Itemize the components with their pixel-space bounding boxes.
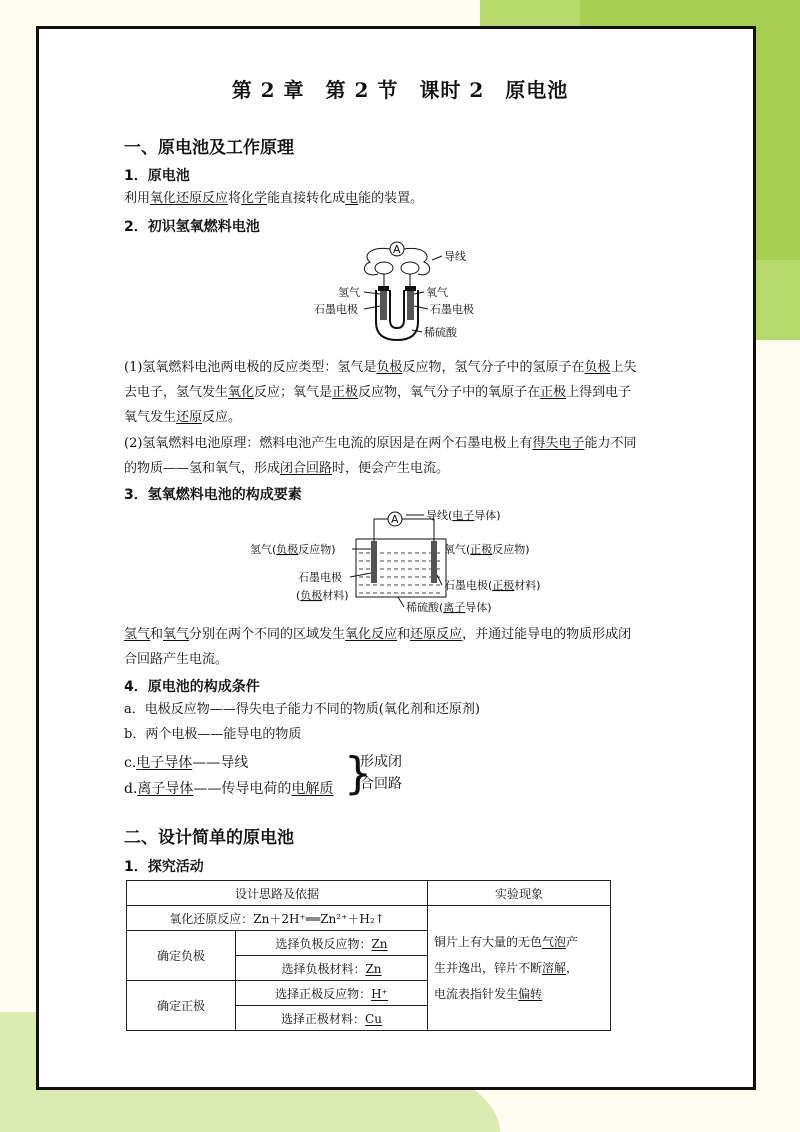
figure-label: 石墨电极(正极材料) (444, 579, 541, 592)
table-header: 设计思路及依据 (127, 881, 428, 906)
paragraph: (1)氢氧燃料电池两电极的反应类型：氢气是负极反应物，氢气分子中的氢原子在负极上失 (124, 360, 637, 375)
table-cell: 选择正极材料：Cu (236, 1006, 428, 1031)
subsection-heading: 1．探究活动 (124, 859, 204, 875)
table-cell: 选择负极反应物：Zn (236, 931, 428, 956)
svg-text:氢气: 氢气 (338, 286, 360, 299)
experiment-table (126, 880, 611, 1031)
figure-label: (负极材料) (296, 589, 349, 602)
paragraph: 的物质——氢和氧气，形成闭合回路时，便会产生电流。 (124, 461, 450, 476)
list-item: d.离子导体——传导电荷的电解质 (124, 781, 334, 797)
subsection-heading: 2．初识氢氧燃料电池 (124, 219, 260, 235)
svg-text:石墨电极: 石墨电极 (314, 303, 358, 316)
figure-label: 氧气(正极反应物) (444, 543, 530, 556)
figure-label: 导线(电子导体) (426, 509, 501, 522)
fuel-cell-u-tube-figure (300, 238, 500, 344)
svg-text:氧气: 氧气 (426, 286, 448, 299)
svg-text:石墨电极: 石墨电极 (298, 571, 342, 584)
brace-note: 合回路 (360, 776, 402, 792)
paragraph: 氢气和氧气分别在两个不同的区域发生氧化反应和还原反应，并通过能导电的物质形成闭 (124, 627, 632, 642)
list-item: b．两个电极——能导电的物质 (124, 727, 302, 742)
table-cell: 确定负极 (127, 931, 236, 981)
paragraph: 利用氧化还原反应将化学能直接转化成电能的装置。 (124, 191, 424, 206)
table-header: 实验现象 (428, 881, 611, 906)
svg-text:石墨电极: 石墨电极 (430, 303, 474, 316)
table-cell: 铜片上有大量的无色气泡产 生并逸出，锌片不断溶解， 电流表指针发生偏转 (428, 906, 611, 1031)
table-cell: 确定正极 (127, 981, 236, 1031)
svg-text:稀硫酸: 稀硫酸 (424, 326, 457, 339)
figure-label: 氢气(负极反应物) (250, 543, 336, 556)
section-heading: 二、设计简单的原电池 (124, 828, 294, 848)
subsection-heading: 3．氢氧燃料电池的构成要素 (124, 487, 302, 503)
section-heading: 一、原电池及工作原理 (124, 138, 294, 158)
paragraph: 去电子，氢气发生氧化反应；氧气是正极反应物，氧气分子中的氧原子在正极上得到电子 (124, 385, 632, 400)
subsection-heading: 4．原电池的构成条件 (124, 679, 260, 695)
fuel-cell-beaker-figure (238, 505, 568, 617)
brace: } (344, 748, 372, 799)
svg-text:导线: 导线 (444, 250, 466, 263)
table-row (127, 881, 611, 906)
table-cell: 氧化还原反应：Zn＋2H⁺══Zn²⁺＋H₂↑ (127, 906, 428, 931)
brace-note: 形成闭 (360, 754, 402, 770)
svg-text:A: A (393, 243, 401, 256)
list-item: c.电子导体——导线 (124, 755, 249, 771)
figure-label: 稀硫酸(离子导体) (406, 601, 492, 614)
page-title: 第 2 章 第 2 节 课时 2 原电池 (231, 78, 569, 102)
paragraph: 氧气发生还原反应。 (124, 410, 242, 425)
subsection-heading: 1．原电池 (124, 168, 190, 184)
paragraph: (2)氢氧燃料电池原理：燃料电池产生电流的原因是在两个石墨电极上有得失电子能力不同 (124, 436, 637, 451)
paragraph: 合回路产生电流。 (124, 652, 229, 667)
svg-text:A: A (391, 513, 399, 526)
table-cell: 选择正极反应物：H⁺ (236, 981, 428, 1006)
table-row (127, 906, 611, 931)
table-cell: 选择负极材料：Zn (236, 956, 428, 981)
list-item: a．电极反应物——得失电子能力不同的物质(氧化剂和还原剂) (124, 702, 480, 717)
